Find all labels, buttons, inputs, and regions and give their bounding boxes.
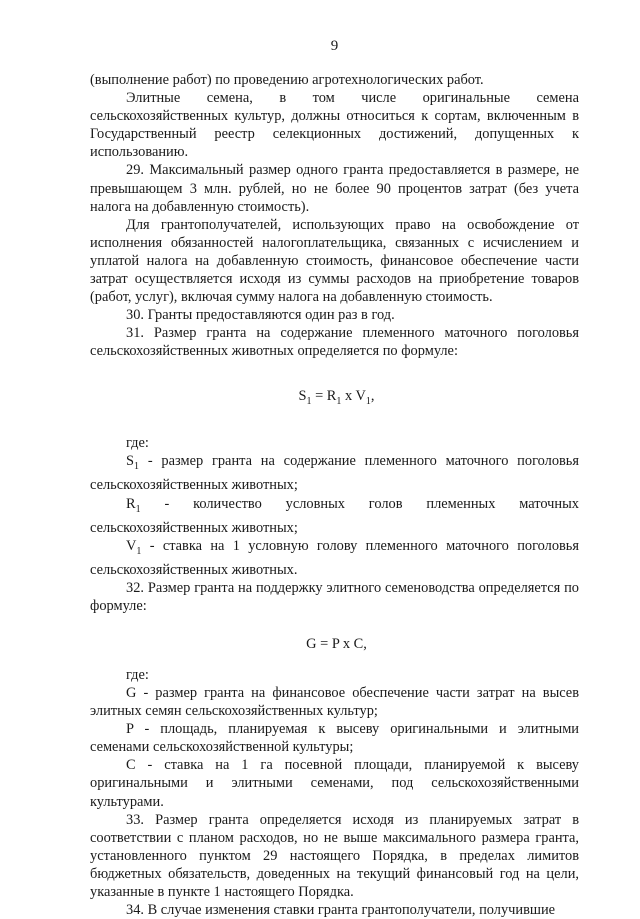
page-number: 9 — [330, 38, 339, 54]
definition-p: P - площадь, планируемая к высеву оригинальными и элитными семенами сельскохозяйственной культуры; — [90, 721, 579, 756]
definition-r1: $R_1$ - количество условных голов племенных маточных сельскохозяйственных животных; — [90, 495, 579, 536]
document-body — [90, 71, 579, 919]
paragraph-33: 33. Размер гранта определяется исходя из планируемых затрат в соответствии с планом расходов, но не выше максимального размера гранта, установленного пунктом 29 настоящего Порядка, в пределах лимитов бюджетных обязательств, доведенных на текущий финансовый год на цели, указанные в пункте 1 настоящего Порядка. — [90, 811, 579, 900]
paragraph-continuation: (выполнение работ) по проведению агротехнологических работ. — [90, 72, 484, 88]
formula-grant-livestock: $S_1 = R_1$ x $V_1$, — [298, 387, 375, 407]
where-label: где: — [126, 666, 149, 683]
formula-grant-seeds: G = P x C, — [306, 635, 367, 652]
definition-v1: $V_1$ - ставка на 1 условную голову племенного маточного поголовья сельскохозяйственных животных. — [90, 537, 579, 578]
definition-c: C - ставка на 1 га посевной площади, планируемой к высеву оригинальными и элитными семенами, под сельскохозяйственными культурами. — [90, 757, 579, 810]
paragraph-30: 30. Гранты предоставляются один раз в год. — [126, 307, 395, 324]
definition-g: G - размер гранта на финансовое обеспечение части затрат на высев элитных семян сельскохозяйственных культур; — [90, 684, 579, 720]
paragraph-31: 31. Размер гранта на содержание племенного маточного поголовья сельскохозяйственных животных определяется по формуле: — [90, 325, 579, 360]
paragraph-vat-exempt: Для грантополучателей, использующих право на освобождение от исполнения обязанностей налогоплательщика, связанных с исчислением и уплатой налога на добавленную стоимость, финансовое обеспечение части затрат осуществляется исходя из суммы расходов на приобретение товаров (работ, услуг), включая сумму налога на добавленную стоимость. — [90, 216, 579, 306]
paragraph-elite-seeds: Элитные семена, в том числе оригинальные семена сельскохозяйственных культур, должны относиться к сортам, включенным в Государственный реестр селекционных достижений, допущенных к использованию. — [90, 90, 579, 161]
paragraph-32: 32. Размер гранта на поддержку элитного семеноводства определяется по формуле: — [90, 579, 579, 614]
paragraph-29: 29. Максимальный размер одного гранта предоставляется в размере, не превышающем 3 млн. рублей, но не более 90 процентов затрат (без учета налога на добавленную стоимость). — [90, 162, 579, 215]
definition-s1: $S_1$ - размер гранта на содержание племенного маточного поголовья сельскохозяйственных животных; — [90, 453, 579, 494]
paragraph-34: 34. В случае изменения ставки гранта грантополучатели, получившие — [126, 902, 556, 919]
where-label: где: — [126, 435, 149, 452]
